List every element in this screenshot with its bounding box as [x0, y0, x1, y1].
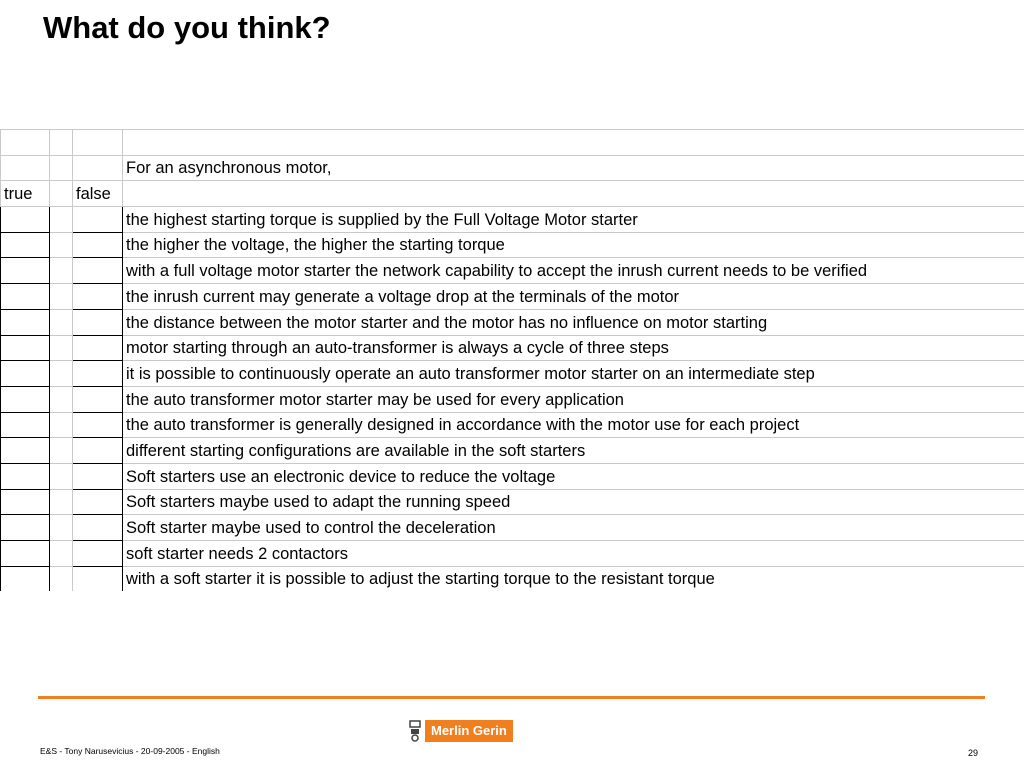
false-answer-box[interactable] — [73, 309, 123, 335]
false-answer-box[interactable] — [73, 361, 123, 387]
spacer-cell — [50, 386, 73, 412]
true-answer-box[interactable] — [1, 515, 50, 541]
true-column-header: true — [1, 181, 50, 207]
statement-text: it is possible to continuously operate an auto transformer motor starter on an intermediate step — [123, 361, 1024, 387]
spacer-cell — [50, 489, 73, 515]
false-answer-box[interactable] — [73, 463, 123, 489]
statement-text: with a full voltage motor starter the network capability to accept the inrush current needs to be verified — [123, 258, 1024, 284]
statement-text: the highest starting torque is supplied by the Full Voltage Motor starter — [123, 207, 1024, 233]
true-answer-box[interactable] — [1, 258, 50, 284]
statement-row — [1, 207, 1024, 233]
false-column-header: false — [73, 181, 123, 207]
spacer-cell — [50, 232, 73, 258]
false-answer-box[interactable] — [73, 515, 123, 541]
statement-text: the auto transformer is generally designed in accordance with the motor use for each project — [123, 412, 1024, 438]
schneider-mark-icon — [409, 720, 421, 742]
false-answer-box[interactable] — [73, 489, 123, 515]
true-answer-box[interactable] — [1, 284, 50, 310]
statement-row — [1, 541, 1024, 567]
spacer-cell — [50, 361, 73, 387]
spacer-cell — [50, 207, 73, 233]
false-answer-box[interactable] — [73, 566, 123, 591]
footer-text: E&S - Tony Narusevicius - 20-09-2005 - English — [40, 746, 220, 756]
statement-row — [1, 386, 1024, 412]
intro-text: For an asynchronous motor, — [123, 155, 1024, 181]
statement-text: the inrush current may generate a voltage drop at the terminals of the motor — [123, 284, 1024, 310]
spacer-cell — [50, 515, 73, 541]
false-answer-box[interactable] — [73, 386, 123, 412]
false-answer-box[interactable] — [73, 207, 123, 233]
statement-row — [1, 489, 1024, 515]
statement-row — [1, 412, 1024, 438]
statement-row — [1, 361, 1024, 387]
statement-text: the higher the voltage, the higher the starting torque — [123, 232, 1024, 258]
quiz-table — [0, 129, 1024, 591]
statement-row — [1, 566, 1024, 591]
statement-row — [1, 335, 1024, 361]
statement-text: motor starting through an auto-transformer is always a cycle of three steps — [123, 335, 1024, 361]
true-answer-box[interactable] — [1, 361, 50, 387]
true-answer-box[interactable] — [1, 412, 50, 438]
quiz-table-area — [0, 129, 1024, 591]
spacer-cell — [50, 566, 73, 591]
statement-text: soft starter needs 2 contactors — [123, 541, 1024, 567]
statement-text: with a soft starter it is possible to adjust the starting torque to the resistant torque — [123, 566, 1024, 591]
statement-text: Soft starters use an electronic device to reduce the voltage — [123, 463, 1024, 489]
true-answer-box[interactable] — [1, 566, 50, 591]
statement-row — [1, 515, 1024, 541]
false-answer-box[interactable] — [73, 541, 123, 567]
statement-text: different starting configurations are available in the soft starters — [123, 438, 1024, 464]
statement-row — [1, 232, 1024, 258]
true-answer-box[interactable] — [1, 463, 50, 489]
statement-text: the auto transformer motor starter may be used for every application — [123, 386, 1024, 412]
statement-row — [1, 438, 1024, 464]
merlin-gerin-logo — [409, 720, 513, 742]
page-number: 29 — [968, 748, 979, 758]
statement-row — [1, 258, 1024, 284]
false-answer-box[interactable] — [73, 258, 123, 284]
footer-divider — [38, 696, 985, 699]
statement-text: Soft starters maybe used to adapt the running speed — [123, 489, 1024, 515]
header-row — [1, 181, 1024, 207]
spacer-cell — [50, 284, 73, 310]
spacer-cell — [50, 463, 73, 489]
true-answer-box[interactable] — [1, 335, 50, 361]
true-answer-box[interactable] — [1, 386, 50, 412]
false-answer-box[interactable] — [73, 335, 123, 361]
false-answer-box[interactable] — [73, 284, 123, 310]
statement-row — [1, 309, 1024, 335]
true-answer-box[interactable] — [1, 438, 50, 464]
spacer-cell — [50, 335, 73, 361]
spacer-cell — [50, 309, 73, 335]
spacer-cell — [50, 541, 73, 567]
true-answer-box[interactable] — [1, 489, 50, 515]
statement-text: the distance between the motor starter and the motor has no influence on motor starting — [123, 309, 1024, 335]
statement-row — [1, 284, 1024, 310]
spacer-cell — [50, 438, 73, 464]
true-answer-box[interactable] — [1, 541, 50, 567]
false-answer-box[interactable] — [73, 232, 123, 258]
statement-row — [1, 463, 1024, 489]
true-answer-box[interactable] — [1, 232, 50, 258]
true-answer-box[interactable] — [1, 207, 50, 233]
false-answer-box[interactable] — [73, 412, 123, 438]
spacer-cell — [50, 258, 73, 284]
false-answer-box[interactable] — [73, 438, 123, 464]
spacer-cell — [50, 412, 73, 438]
true-answer-box[interactable] — [1, 309, 50, 335]
slide-title: What do you think? — [43, 10, 331, 45]
logo-wordmark: Merlin Gerin — [425, 720, 513, 742]
empty-row — [1, 130, 1024, 156]
intro-row — [1, 155, 1024, 181]
statement-text: Soft starter maybe used to control the deceleration — [123, 515, 1024, 541]
